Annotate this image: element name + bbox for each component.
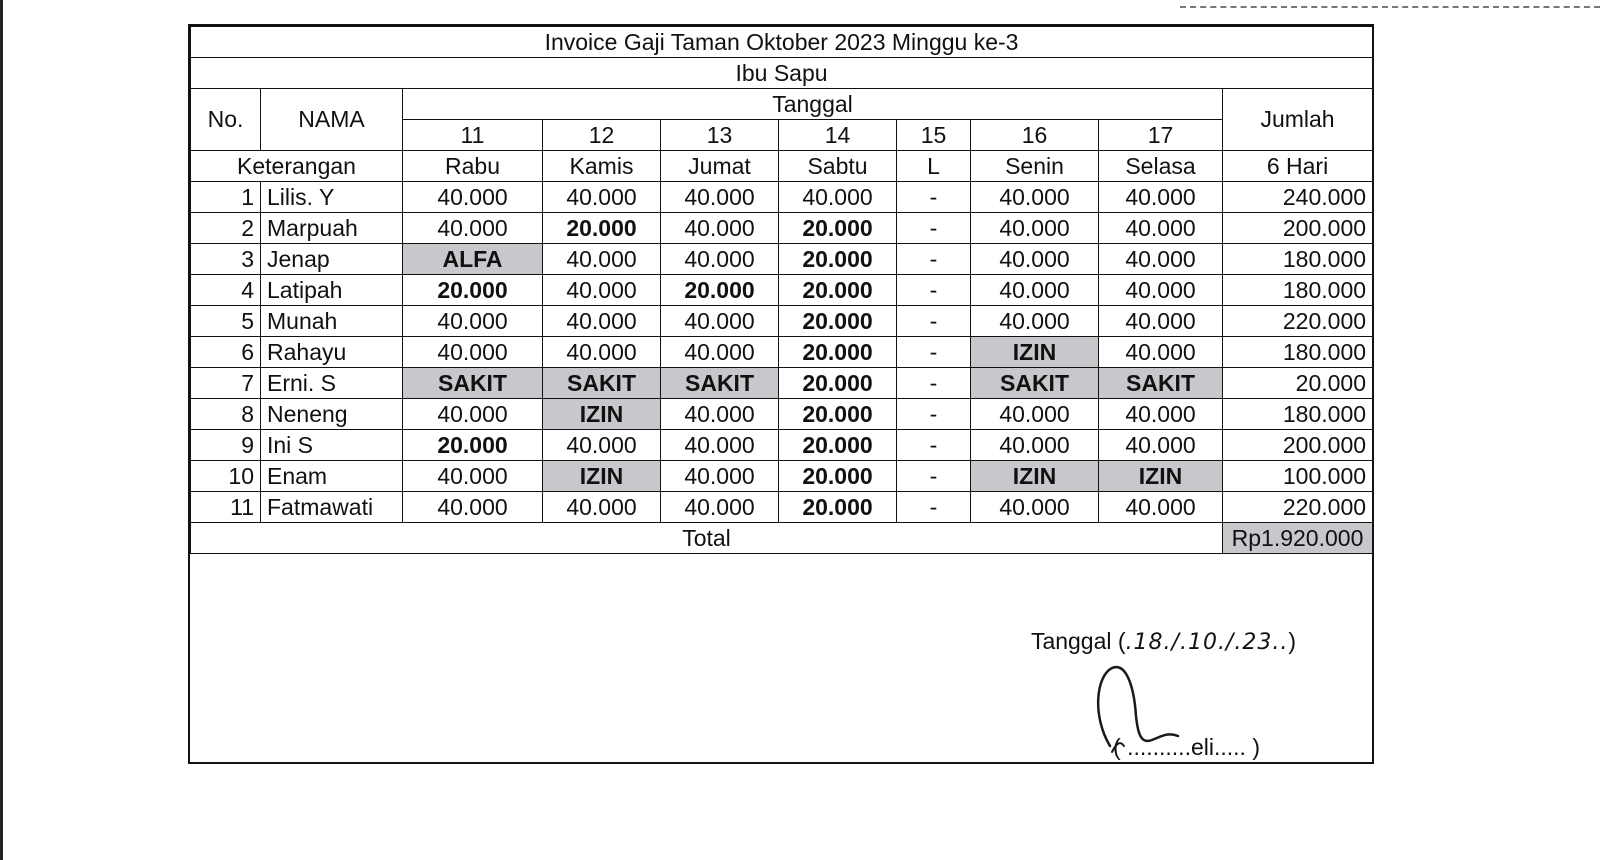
row-cell: 40.000 <box>971 399 1099 430</box>
header-date-0: 11 <box>403 120 543 151</box>
row-jumlah: 180.000 <box>1223 244 1373 275</box>
row-cell: SAKIT <box>1099 368 1223 399</box>
row-cell: 40.000 <box>543 275 661 306</box>
row-cell: 40.000 <box>971 244 1099 275</box>
row-cell: 40.000 <box>1099 213 1223 244</box>
row-cell: 20.000 <box>403 275 543 306</box>
row-cell: 40.000 <box>1099 430 1223 461</box>
row-name: Ini S <box>261 430 403 461</box>
row-cell: 40.000 <box>403 182 543 213</box>
row-number: 3 <box>191 244 261 275</box>
row-cell: IZIN <box>543 399 661 430</box>
row-cell: - <box>897 368 971 399</box>
header-keterangan: Keterangan <box>191 151 403 182</box>
row-cell: 40.000 <box>971 430 1099 461</box>
row-cell: - <box>897 492 971 523</box>
row-jumlah: 20.000 <box>1223 368 1373 399</box>
row-cell: 40.000 <box>971 182 1099 213</box>
row-name: Neneng <box>261 399 403 430</box>
row-cell: 20.000 <box>779 213 897 244</box>
table-row <box>191 399 1373 430</box>
row-cell: 40.000 <box>971 492 1099 523</box>
grand-total: Rp1.920.000 <box>1223 523 1373 554</box>
table-row <box>191 368 1373 399</box>
row-cell: IZIN <box>971 337 1099 368</box>
row-cell: - <box>897 306 971 337</box>
row-cell: 40.000 <box>543 244 661 275</box>
row-jumlah: 180.000 <box>1223 399 1373 430</box>
row-cell: 40.000 <box>661 430 779 461</box>
row-cell: IZIN <box>1099 461 1223 492</box>
row-cell: 20.000 <box>779 244 897 275</box>
row-cell: 40.000 <box>971 213 1099 244</box>
row-cell: 20.000 <box>661 275 779 306</box>
table-row <box>191 492 1373 523</box>
signature-date-label: Tanggal ( <box>1030 628 1126 654</box>
header-no: No. <box>191 89 261 151</box>
row-cell: - <box>897 244 971 275</box>
row-cell: - <box>897 461 971 492</box>
row-cell: 20.000 <box>543 213 661 244</box>
row-cell: 20.000 <box>779 337 897 368</box>
row-cell: 40.000 <box>543 430 661 461</box>
row-cell: 40.000 <box>403 337 543 368</box>
row-cell: 40.000 <box>661 213 779 244</box>
row-number: 7 <box>191 368 261 399</box>
invoice-title: Invoice Gaji Taman Oktober 2023 Minggu ke-3 <box>191 27 1373 58</box>
row-cell: SAKIT <box>971 368 1099 399</box>
signature-open: ( <box>1113 734 1128 760</box>
total-row <box>191 523 1373 554</box>
invoice-subtitle: Ibu Sapu <box>191 58 1373 89</box>
row-cell: 40.000 <box>661 306 779 337</box>
row-jumlah: 220.000 <box>1223 306 1373 337</box>
scan-left-edge <box>0 0 3 860</box>
row-jumlah: 180.000 <box>1223 337 1373 368</box>
signature-date-line <box>1031 628 1296 655</box>
row-cell: - <box>897 337 971 368</box>
row-cell: 20.000 <box>779 306 897 337</box>
row-number: 1 <box>191 182 261 213</box>
header-date-5: 16 <box>971 120 1099 151</box>
header-date-3: 14 <box>779 120 897 151</box>
row-number: 9 <box>191 430 261 461</box>
header-jumlah: Jumlah <box>1223 89 1373 151</box>
row-cell: 20.000 <box>779 275 897 306</box>
signature-name-line <box>1113 734 1260 761</box>
row-name: Erni. S <box>261 368 403 399</box>
row-cell: 40.000 <box>971 275 1099 306</box>
header-day-5: Senin <box>971 151 1099 182</box>
row-cell: 40.000 <box>403 213 543 244</box>
row-cell: SAKIT <box>543 368 661 399</box>
row-number: 4 <box>191 275 261 306</box>
row-cell: SAKIT <box>661 368 779 399</box>
row-name: Latipah <box>261 275 403 306</box>
header-jumlah-days: 6 Hari <box>1223 151 1373 182</box>
row-cell: 20.000 <box>779 430 897 461</box>
row-number: 2 <box>191 213 261 244</box>
table-row <box>191 337 1373 368</box>
row-cell: 40.000 <box>661 461 779 492</box>
signature-close: ) <box>1245 734 1260 760</box>
row-number: 5 <box>191 306 261 337</box>
row-jumlah: 240.000 <box>1223 182 1373 213</box>
row-cell: - <box>897 430 971 461</box>
row-cell: 40.000 <box>661 492 779 523</box>
header-date-2: 13 <box>661 120 779 151</box>
table-row <box>191 306 1373 337</box>
row-name: Fatmawati <box>261 492 403 523</box>
row-name: Rahayu <box>261 337 403 368</box>
row-cell: 40.000 <box>403 306 543 337</box>
row-cell: 40.000 <box>779 182 897 213</box>
total-label: Total <box>191 523 1223 554</box>
row-cell: 40.000 <box>403 492 543 523</box>
row-cell: IZIN <box>971 461 1099 492</box>
table-row <box>191 182 1373 213</box>
signature-date-value: .18./.10./.23.. <box>1125 630 1289 655</box>
row-cell: - <box>897 213 971 244</box>
header-date-6: 17 <box>1099 120 1223 151</box>
row-cell: 20.000 <box>403 430 543 461</box>
header-date-1: 12 <box>543 120 661 151</box>
row-number: 6 <box>191 337 261 368</box>
row-cell: 40.000 <box>403 461 543 492</box>
row-cell: 40.000 <box>543 337 661 368</box>
row-number: 10 <box>191 461 261 492</box>
row-cell: SAKIT <box>403 368 543 399</box>
row-cell: 40.000 <box>403 399 543 430</box>
row-cell: - <box>897 182 971 213</box>
row-cell: 40.000 <box>1099 182 1223 213</box>
row-jumlah: 220.000 <box>1223 492 1373 523</box>
row-cell: 40.000 <box>661 337 779 368</box>
row-name: Marpuah <box>261 213 403 244</box>
header-day-3: Sabtu <box>779 151 897 182</box>
invoice-sheet <box>188 24 1374 764</box>
row-jumlah: 200.000 <box>1223 213 1373 244</box>
row-name: Lilis. Y <box>261 182 403 213</box>
row-cell: 40.000 <box>543 182 661 213</box>
row-cell: 40.000 <box>543 306 661 337</box>
row-cell: 40.000 <box>1099 399 1223 430</box>
row-jumlah: 200.000 <box>1223 430 1373 461</box>
table-row <box>191 430 1373 461</box>
table-row <box>191 461 1373 492</box>
row-name: Enam <box>261 461 403 492</box>
row-cell: 40.000 <box>1099 492 1223 523</box>
row-number: 8 <box>191 399 261 430</box>
row-jumlah: 180.000 <box>1223 275 1373 306</box>
row-cell: - <box>897 275 971 306</box>
row-cell: 40.000 <box>661 182 779 213</box>
table-row <box>191 213 1373 244</box>
header-day-2: Jumat <box>661 151 779 182</box>
row-cell: ALFA <box>403 244 543 275</box>
row-cell: - <box>897 399 971 430</box>
row-cell: 20.000 <box>779 368 897 399</box>
signature-area <box>190 586 1372 762</box>
header-tanggal: Tanggal <box>403 89 1223 120</box>
row-jumlah: 100.000 <box>1223 461 1373 492</box>
row-name: Jenap <box>261 244 403 275</box>
signature-name-value: ..........eli..... <box>1127 734 1246 760</box>
row-cell: 40.000 <box>1099 337 1223 368</box>
signature-date-close: ) <box>1288 628 1296 654</box>
header-day-1: Kamis <box>543 151 661 182</box>
row-cell: 20.000 <box>779 399 897 430</box>
row-cell: IZIN <box>543 461 661 492</box>
table-row <box>191 244 1373 275</box>
row-name: Munah <box>261 306 403 337</box>
header-date-4: 15 <box>897 120 971 151</box>
row-cell: 40.000 <box>661 399 779 430</box>
row-number: 11 <box>191 492 261 523</box>
header-day-4: L <box>897 151 971 182</box>
table-row <box>191 275 1373 306</box>
row-cell: 40.000 <box>543 492 661 523</box>
row-cell: 40.000 <box>1099 244 1223 275</box>
row-cell: 20.000 <box>779 492 897 523</box>
header-day-0: Rabu <box>403 151 543 182</box>
invoice-table <box>190 26 1373 554</box>
row-cell: 40.000 <box>971 306 1099 337</box>
header-day-6: Selasa <box>1099 151 1223 182</box>
scan-top-dashes <box>1180 6 1600 8</box>
row-cell: 40.000 <box>1099 275 1223 306</box>
row-cell: 20.000 <box>779 461 897 492</box>
row-cell: 40.000 <box>1099 306 1223 337</box>
header-nama: NAMA <box>261 89 403 151</box>
row-cell: 40.000 <box>661 244 779 275</box>
